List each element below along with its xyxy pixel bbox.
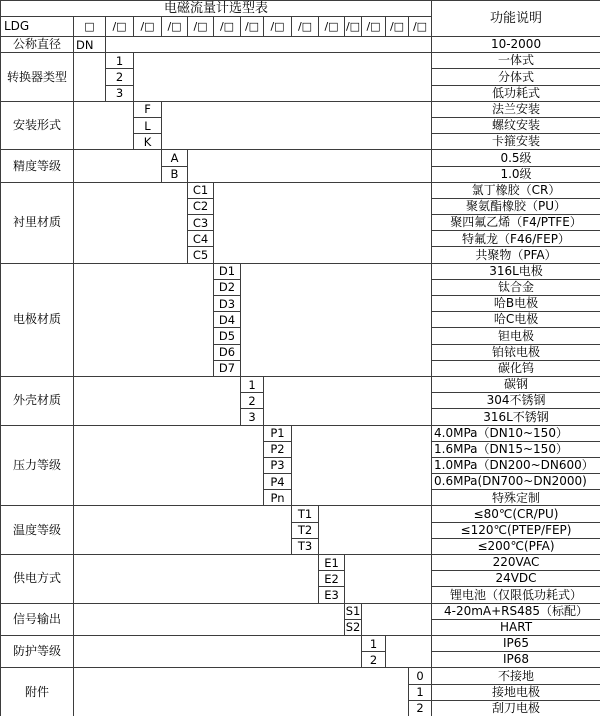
option-code: D6 — [214, 344, 241, 360]
spacer-cell — [74, 635, 362, 667]
option-desc: 不接地 — [432, 668, 600, 684]
option-code: 2 — [362, 652, 386, 668]
spacer-cell — [264, 376, 432, 425]
spacer-cell — [134, 53, 432, 102]
model-slot-3: /□ — [162, 17, 188, 37]
option-code: 2 — [409, 700, 432, 716]
model-slot-5: /□ — [214, 17, 241, 37]
spacer-cell — [74, 53, 106, 102]
model-slot-1: /□ — [106, 17, 134, 37]
option-code: D3 — [214, 296, 241, 312]
model-first-box-icon: □ — [74, 17, 106, 37]
option-code: E3 — [319, 587, 345, 603]
option-desc: 特氟龙（F46/FEP） — [432, 231, 600, 247]
section-label: 衬里材质 — [1, 182, 74, 263]
option-desc: 316L电极 — [432, 263, 600, 279]
option-code: 1 — [106, 53, 134, 69]
option-desc: 钽电极 — [432, 328, 600, 344]
option-desc: 螺纹安装 — [432, 117, 600, 133]
option-code: C2 — [188, 198, 214, 214]
option-code: P3 — [264, 457, 292, 473]
section-label: 外壳材质 — [1, 376, 74, 425]
option-desc: 1.0MPa（DN200~DN600） — [432, 457, 600, 473]
model-slot-7: /□ — [264, 17, 292, 37]
spacer-cell — [74, 425, 264, 506]
option-code: 3 — [241, 409, 264, 425]
section-label: 安装形式 — [1, 101, 74, 150]
option-desc: 1.0级 — [432, 166, 600, 182]
option-desc: 220VAC — [432, 555, 600, 571]
model-slot-10: /□ — [345, 17, 362, 37]
spacer-cell — [74, 555, 319, 604]
option-desc: 24VDC — [432, 571, 600, 587]
section-label: 附件 — [1, 668, 74, 716]
model-slot-6: /□ — [241, 17, 264, 37]
table-title: 电磁流量计选型表 — [1, 1, 432, 17]
spacer-cell — [362, 603, 432, 635]
option-code: K — [134, 134, 162, 150]
option-desc: 低功耗式 — [432, 85, 600, 101]
option-desc: 0.6MPa(DN700~DN2000) — [432, 474, 600, 490]
option-code: 2 — [106, 69, 134, 85]
option-code: A — [162, 150, 188, 166]
option-code: C1 — [188, 182, 214, 198]
option-desc: ≤120℃(PTEP/FEP) — [432, 522, 600, 538]
section-label: 温度等级 — [1, 506, 74, 555]
option-desc: 哈B电极 — [432, 296, 600, 312]
option-code: S2 — [345, 620, 361, 635]
option-desc: 4-20mA+RS485（标配） — [432, 603, 600, 619]
model-code-prefix: LDG — [1, 17, 74, 37]
model-slot-8: /□ — [292, 17, 319, 37]
option-code: 3 — [106, 85, 134, 101]
spacer-cell — [74, 182, 188, 263]
section-label: 压力等级 — [1, 425, 74, 506]
spacer-cell — [292, 425, 432, 506]
option-desc: 分体式 — [432, 69, 600, 85]
spacer-cell — [188, 150, 432, 182]
option-code: T1 — [292, 506, 319, 522]
spacer-cell — [74, 506, 292, 555]
option-code: 0 — [409, 668, 432, 684]
option-code: L — [134, 117, 162, 133]
option-code: P2 — [264, 441, 292, 457]
option-desc: ≤80℃(CR/PU) — [432, 506, 600, 522]
option-code: DN — [74, 37, 106, 53]
option-desc: 刮刀电极 — [432, 700, 600, 716]
option-desc: 聚四氟乙烯（F4/PTFE） — [432, 215, 600, 231]
spacer-cell — [241, 263, 432, 376]
option-desc: 锂电池（仅限低功耗式） — [432, 587, 600, 603]
spacer-cell — [386, 635, 432, 667]
option-desc: 特殊定制 — [432, 490, 600, 506]
option-code: D7 — [214, 360, 241, 376]
spacer-cell — [106, 37, 432, 53]
option-desc: 碳化钨 — [432, 360, 600, 376]
option-code: C4 — [188, 231, 214, 247]
spacer-cell — [345, 555, 432, 604]
option-code: 1 — [362, 635, 386, 651]
option-code: D1 — [214, 263, 241, 279]
option-code: E1 — [319, 555, 345, 571]
section-label: 公称直径 — [1, 37, 74, 53]
section-label: 供电方式 — [1, 555, 74, 604]
section-label: 防护等级 — [1, 635, 74, 667]
option-desc: 0.5级 — [432, 150, 600, 166]
option-desc: 304不锈钢 — [432, 393, 600, 409]
option-desc: 一体式 — [432, 53, 600, 69]
section-label: 精度等级 — [1, 150, 74, 182]
option-desc: 氯丁橡胶（CR） — [432, 182, 600, 198]
option-code: 1 — [241, 376, 264, 392]
option-desc: 哈C电极 — [432, 312, 600, 328]
option-desc: 4.0MPa（DN10~150） — [432, 425, 600, 441]
spacer-cell — [214, 182, 432, 263]
option-desc: 钛合金 — [432, 279, 600, 295]
option-code: Pn — [264, 490, 292, 506]
option-desc: IP65 — [432, 635, 600, 651]
option-code: C5 — [188, 247, 214, 263]
function-column-header: 功能说明 — [432, 1, 600, 37]
model-slot-9: /□ — [319, 17, 345, 37]
option-code: T3 — [292, 538, 319, 554]
spacer-cell — [162, 101, 432, 150]
spacer-cell — [319, 506, 432, 555]
option-code: 2 — [241, 393, 264, 409]
model-slot-13: /□ — [409, 17, 432, 37]
option-code: P1 — [264, 425, 292, 441]
option-desc: IP68 — [432, 652, 600, 668]
spacer-cell — [74, 603, 345, 635]
section-label: 信号输出 — [1, 603, 74, 635]
option-desc: ≤200℃(PFA) — [432, 538, 600, 554]
section-label: 转换器类型 — [1, 53, 74, 102]
option-code: B — [162, 166, 188, 182]
option-desc: 接地电极 — [432, 684, 600, 700]
option-desc: 316L不锈钢 — [432, 409, 600, 425]
section-label: 电极材质 — [1, 263, 74, 376]
option-desc: 1.6MPa（DN15~150） — [432, 441, 600, 457]
spacer-cell — [74, 668, 409, 716]
option-code: S1 — [345, 604, 361, 619]
model-slot-11: /□ — [362, 17, 386, 37]
model-slot-2: /□ — [134, 17, 162, 37]
option-code: D4 — [214, 312, 241, 328]
spacer-cell — [74, 263, 214, 376]
option-code: T2 — [292, 522, 319, 538]
option-code: E2 — [319, 571, 345, 587]
spacer-cell — [74, 101, 134, 150]
option-desc: 共聚物（PFA） — [432, 247, 600, 263]
model-slot-4: /□ — [188, 17, 214, 37]
spacer-cell — [74, 150, 162, 182]
option-desc: 碳钢 — [432, 376, 600, 392]
option-desc: 法兰安装 — [432, 101, 600, 117]
option-desc: HART — [432, 619, 600, 635]
model-slot-12: /□ — [386, 17, 409, 37]
option-desc: 卡箍安装 — [432, 134, 600, 150]
option-code: 1 — [409, 684, 432, 700]
option-code: D5 — [214, 328, 241, 344]
option-code: D2 — [214, 279, 241, 295]
option-code: F — [134, 101, 162, 117]
spacer-cell — [74, 376, 241, 425]
option-desc: 铂铱电极 — [432, 344, 600, 360]
option-code: P4 — [264, 474, 292, 490]
option-desc: 聚氨酯橡胶（PU） — [432, 198, 600, 214]
option-desc: 10-2000 — [432, 37, 600, 53]
option-code: C3 — [188, 215, 214, 231]
